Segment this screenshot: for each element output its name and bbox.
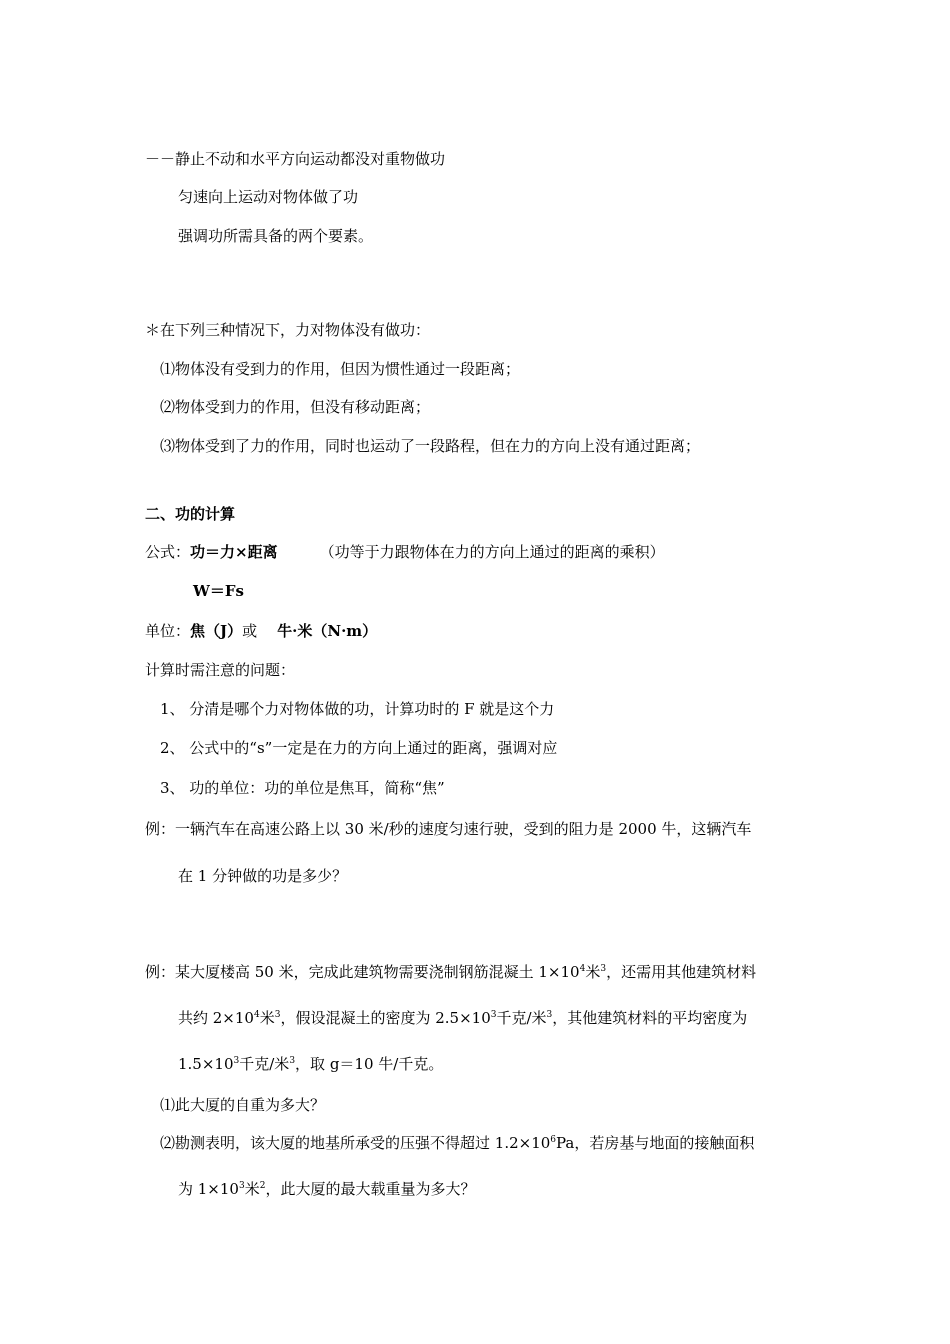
unit-newton-meter: 牛·米（N·m） [277, 622, 378, 640]
question-item: ⑴此大厦的自重为多大？ [160, 1096, 326, 1114]
text-run: ，假设混凝土的密度为 2.5×10 [280, 1009, 491, 1027]
example-line [145, 962, 756, 982]
list-item: 1、 分清是哪个力对物体做的功，计算功时的 F 就是这个力 [160, 700, 555, 718]
text-run: ，其他建筑材料的平均密度为 [552, 1009, 748, 1027]
superscript: 3 [238, 1181, 245, 1191]
superscript: 3 [490, 1010, 497, 1020]
unit-joule: 焦（J） [190, 622, 243, 640]
superscript: 4 [579, 964, 586, 974]
text-line: －－静止不动和水平方向运动都没对重物做功 [145, 150, 446, 168]
text-run: 千克/米 [496, 1009, 547, 1027]
text-run: ，此大厦的最大载重量为多大？ [265, 1180, 476, 1198]
text-run: ，还需用其他建筑材料 [606, 963, 757, 981]
unit-label: 单位： [145, 622, 191, 640]
text-run: 1.5×10 [178, 1055, 234, 1073]
superscript: 3 [289, 1056, 296, 1066]
formula-label: 公式： [145, 543, 191, 561]
superscript: 2 [259, 1181, 266, 1191]
superscript: 3 [274, 1010, 281, 1020]
text-run: 米 [244, 1180, 260, 1198]
superscript: 6 [550, 1135, 557, 1145]
example-line [178, 1008, 747, 1028]
question-item [160, 1133, 754, 1153]
example-line: 例：一辆汽车在高速公路上以 30 米/秒的速度匀速行驶，受到的阻力是 2000 牛，这辆汽车 [145, 820, 752, 838]
formula-note: （功等于力跟物体在力的方向上通过的距离的乘积） [319, 543, 665, 561]
text-run: 为 1×10 [178, 1180, 239, 1198]
superscript: 3 [233, 1056, 240, 1066]
list-item: 2、 公式中的“s”一定是在力的方向上通过的距离，强调对应 [160, 739, 558, 757]
section-heading: 二、功的计算 [145, 505, 236, 523]
formula-symbol: W＝Fs [193, 582, 244, 600]
text-line: ＊在下列三种情况下，力对物体没有做功： [145, 321, 431, 339]
formula-line [145, 542, 665, 562]
formula-text: 功＝力×距离 [190, 543, 278, 561]
superscript: 4 [253, 1010, 260, 1020]
text-line: 强调功所需具备的两个要素。 [178, 227, 374, 245]
text-run: 共约 2×10 [178, 1009, 254, 1027]
text-run: Pa，若房基与地面的接触面积 [556, 1134, 755, 1152]
list-item: ⑶物体受到了力的作用，同时也运动了一段路程，但在力的方向上没有通过距离； [160, 437, 701, 455]
text-run: 千克/米 [239, 1055, 290, 1073]
list-item: 3、 功的单位：功的单位是焦耳，简称“焦” [160, 779, 445, 797]
text-run: 米 [585, 963, 601, 981]
superscript: 3 [600, 964, 607, 974]
text-run: ⑵勘测表明，该大厦的地基所承受的压强不得超过 1.2×10 [160, 1134, 551, 1152]
list-item: ⑵物体受到力的作用，但没有移动距离； [160, 398, 431, 416]
example-line [178, 1054, 443, 1074]
list-item: ⑴物体没有受到力的作用，但因为惯性通过一段距离； [160, 360, 521, 378]
text-line: 计算时需注意的问题： [145, 661, 296, 679]
text-line: 匀速向上运动对物体做了功 [178, 188, 359, 206]
unit-line [145, 621, 377, 641]
unit-or: 或 [242, 622, 258, 640]
question-item [178, 1179, 475, 1199]
text-run: 例：某大厦楼高 50 米，完成此建筑物需要浇制钢筋混凝土 1×10 [145, 963, 580, 981]
text-run: 米 [259, 1009, 275, 1027]
example-line: 在 1 分钟做的功是多少？ [178, 867, 348, 885]
superscript: 3 [546, 1010, 553, 1020]
text-run: ，取 g＝10 牛/千克。 [295, 1055, 444, 1073]
